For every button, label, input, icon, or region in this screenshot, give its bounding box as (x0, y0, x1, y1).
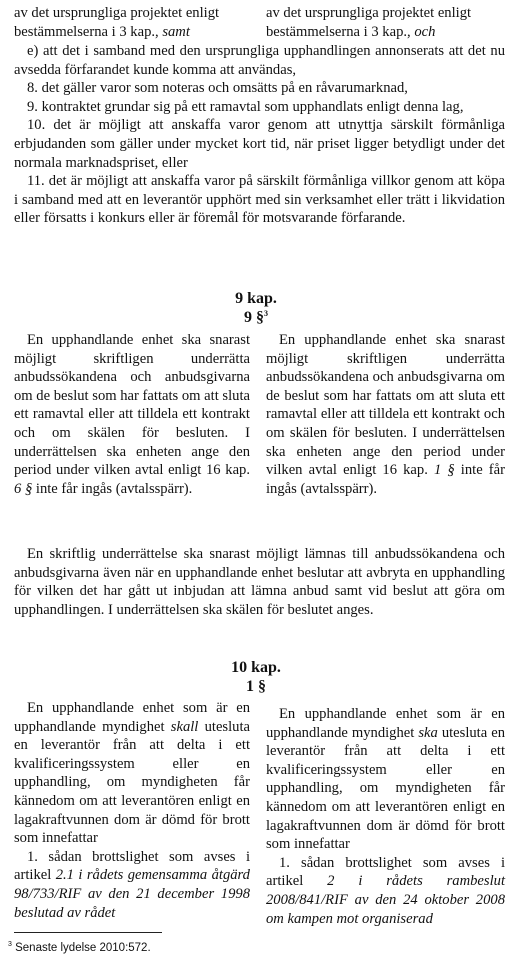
chapter10-right-column (266, 699, 505, 928)
chapter10-title: 10 kap. (231, 659, 281, 676)
top-left-column (14, 4, 250, 41)
top-left-line2: bestämmelserna i 3 kap., samt (14, 23, 190, 40)
top-right-line2: bestämmelserna i 3 kap., och (266, 23, 436, 40)
chapter9-columns (14, 331, 505, 498)
chapter10-left-paragraph2: 1. sådan brottslighet som avses i artikel 2.1 i rådets gemensamma åtgärd 98/733/RIF av den 21 december 1998 beslutad av rådet (14, 848, 250, 921)
chapter10-section: 1 § (246, 678, 266, 695)
footnote (8, 941, 151, 955)
chapter10-right-paragraph2: 1. sådan brottslighet som avses i artikel 2 i rådets rambeslut 2008/841/RIF av den 24 oktober 2008 om kampen mot organiserad (266, 854, 505, 927)
item-9: 9. kontraktet grundar sig på ett ramavtal som upphandlats enligt denna lag, (27, 98, 464, 115)
chapter9-title: 9 kap. (235, 290, 277, 307)
chapter9-right-paragraph: En upphandlande enhet ska snarast möjligt skriftligen underrätta anbudssökandena och anbudsgivarna om de beslut som har fattats om att sluta ett ramavtal eller att tilldela ett kontrakt och om skälen för besluten. I underrättelsen ska enheten ange den period under vilken avtal enligt 16 kap. 1 § inte får ingås (avtalsspärr). (266, 332, 505, 497)
top-right-column (266, 4, 505, 41)
item-8: 8. det gäller varor som noteras och omsätts på en råvarumarknad, (27, 80, 408, 97)
chapter10-right-paragraph1: En upphandlande enhet som är en upphandlande myndighet ska utesluta en leverantör från att delta i ett kvalificeringssystem eller en upphandling, om myndigheten får kännedom om att leverantören enligt en lagakraftvunnen dom är dömd för brott som innefattar (266, 706, 505, 853)
footnote-ref: 3 (264, 309, 268, 318)
chapter10-left-paragraph1: En upphandlande enhet som är en upphandlande myndighet skall utesluta en leverantör från att delta i ett kvalificeringssystem eller en upphandling, om myndigheten får kännedom om att leverantören enligt en lagakraftvunnen dom är dömd för brott som innefattar (14, 700, 250, 847)
chapter9-left-column (14, 331, 250, 498)
chapter10-columns (14, 699, 505, 928)
chapter10-left-column (14, 699, 250, 928)
top-left-line1: av det ursprungliga projektet enligt (14, 5, 220, 21)
items-block (14, 42, 505, 228)
chapter9-left-paragraph: En upphandlande enhet ska snarast möjligt skriftligen underrätta anbudssökandena och anbudsgivarna om de beslut som har fattats om att sluta ett ramavtal eller att tilldela ett kontrakt och om skälen för besluten. I underrättelsen ska enheten ange den period under vilken avtal enligt 16 kap. 6 § inte får ingås (avtalsspärr). (14, 332, 250, 497)
item-e: e) att det i samband med den ursprungliga upphandlingen annonserats att det nu avsedda förfarandet kunde komma att användas, (14, 43, 505, 78)
chapter9-full-paragraph-block (14, 545, 505, 619)
chapter9-right-column (266, 331, 505, 498)
chapter9-section: 9 §$^3$ (244, 309, 268, 326)
item-10: 10. det är möjligt att anskaffa varor genom att utnyttja särskilt förmånliga erbjudanden som gäller under mycket kort tid, när priset ligger betydligt under det normala marknadspriset, eller (14, 117, 505, 171)
top-right-line1: av det ursprungliga projektet enligt (266, 5, 472, 21)
top-columns (14, 4, 505, 41)
chapter9-full-paragraph: En skriftlig underrättelse ska snarast möjligt lämnas till anbudssökandena och anbudsgivarna även när en upphandlande enhet beslutar att avbryta en upphandling för vilken det har gått ut inbjudan att lämna anbud samt vid beslut att göra om upphandlingen. I underrättelsen ska skälen för beslutet anges. (14, 546, 505, 618)
footnote-text: Senaste lydelse 2010:572. (11, 942, 151, 954)
footnote-rule (14, 932, 162, 933)
item-11: 11. det är möjligt att anskaffa varor på särskilt förmånliga villkor genom att köpa i samband med att en leverantör upphört med sin verksamhet eller trätt i likvidation eller försatts i konkurs eller är föremål för motsvarande förfarande. (14, 173, 505, 227)
footnote-number: 3 (8, 941, 12, 948)
